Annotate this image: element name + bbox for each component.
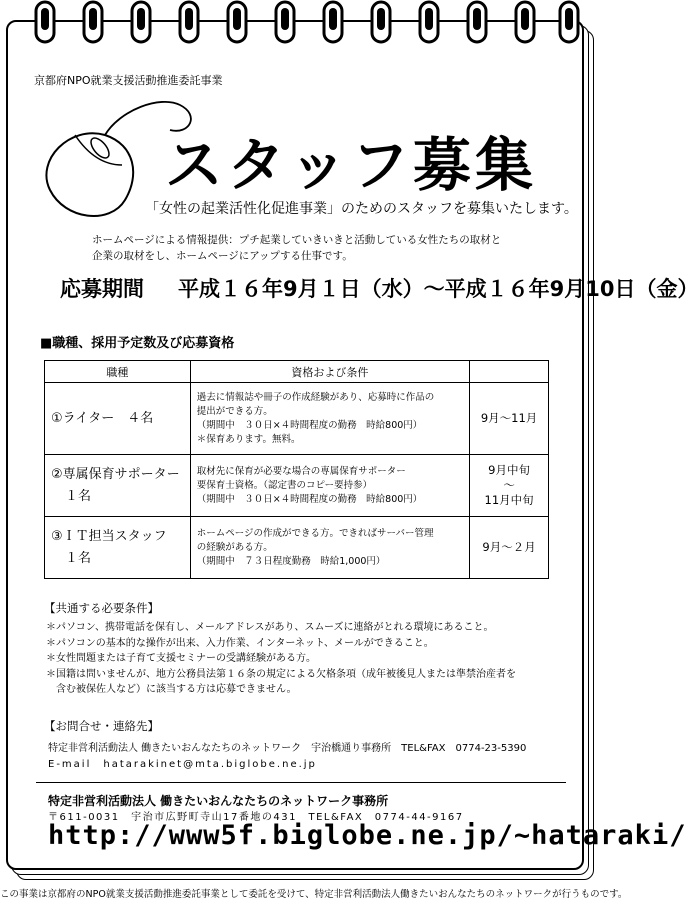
list-item: ＊パソコンの基本的な操作が出来、入力作業、インターネット、メールができること。 — [46, 637, 434, 649]
spiral-ring-icon — [318, 0, 348, 44]
job-name-childcare-supporter — [45, 455, 191, 517]
job-conditions — [190, 383, 469, 455]
condition-line: 要保育士資格。（認定書のコピー要持参） — [196, 479, 373, 491]
footer-note: この事業は京都府のNPO就業支援活動推進委託事業として委託を受けて、特定非営利活動法人働きたいおんなたちのネットワークが行うものです。 — [0, 889, 628, 900]
condition-line: 提出ができる方。 — [196, 405, 273, 417]
column-header-job: 職種 — [45, 361, 191, 383]
spiral-ring-icon — [30, 0, 60, 44]
job-count: １名 — [65, 488, 92, 504]
divider — [36, 782, 566, 783]
spiral-ring-icon — [174, 0, 204, 44]
spiral-ring-icon — [554, 0, 584, 44]
application-period — [60, 273, 698, 303]
job-count: １名 — [65, 550, 92, 566]
list-item: 含む被保佐人など）に該当する方は応募できません。 — [46, 684, 297, 695]
table-header-row — [45, 361, 549, 383]
job-name-writer: ①ライター ４名 — [45, 383, 191, 455]
spiral-ring-icon — [222, 0, 252, 44]
term-line: ～ — [503, 478, 515, 492]
job-conditions — [190, 455, 469, 517]
footer-address: 〒611-0031 宇治市広野町寺山17番地の431 TEL&FAX 0774-44-9167 — [48, 812, 464, 823]
organizer-text: 京都府NPO就業支援活動推進委託事業 — [34, 74, 223, 87]
column-header-conditions: 資格および条件 — [190, 361, 469, 383]
spiral-ring-icon — [414, 0, 444, 44]
condition-line: 取材先に保育が必要な場合の専属保育サポーター — [196, 465, 406, 477]
contact-heading: 【お問合せ・連絡先】 — [44, 719, 159, 733]
job-term — [470, 455, 549, 517]
table-row — [45, 383, 549, 455]
job-description — [92, 232, 552, 264]
description-line: ホームページによる情報提供：プチ起業していきいきと活動している女性たちの取材と — [92, 234, 502, 246]
condition-line: の経験がある方。 — [196, 541, 273, 553]
condition-line: 過去に情報誌や冊子の作成経験があり、応募時に作品の — [196, 391, 435, 403]
job-name-it-staff — [45, 517, 191, 579]
table-row — [45, 455, 549, 517]
condition-line: ＊保育あります。無料。 — [196, 433, 301, 445]
spiral-ring-icon — [366, 0, 396, 44]
condition-line: （期間中 ７３日程度勤務 時給1,000円） — [196, 555, 386, 567]
description-line: 企業の取材をし、ホームページにアップする仕事です。 — [92, 250, 353, 262]
jobs-table — [44, 360, 549, 579]
term-line: 9月中旬 — [488, 463, 530, 477]
spiral-ring-icon — [462, 0, 492, 44]
job-conditions — [190, 517, 469, 579]
common-requirements-heading: 【共通する必要条件】 — [44, 601, 159, 615]
term-line: 11月中旬 — [484, 493, 534, 507]
job-term: 9月～11月 — [470, 383, 549, 455]
footer-organization: 特定非営利活動法人 働きたいおんなたちのネットワーク事務所 — [48, 794, 389, 808]
spiral-ring-icon — [510, 0, 540, 44]
job-term: 9月～２月 — [470, 517, 549, 579]
condition-line: （期間中 ３０日×４時間程度の勤務 時給800円） — [196, 419, 423, 431]
common-requirements-list — [46, 620, 566, 698]
contact-email[interactable]: E-mail hatarakinet@mta.biglobe.ne.jp — [48, 759, 317, 770]
spiral-ring-icon — [78, 0, 108, 44]
period-label: 応募期間 — [60, 277, 144, 301]
jobs-section-heading: ■職種、採用予定数及び応募資格 — [40, 336, 235, 351]
spiral-binding — [0, 0, 600, 60]
job-name-line: ②専属保育サポーター — [51, 466, 180, 482]
page-title: スタッフ募集 — [165, 131, 538, 199]
condition-line: ホームページの作成ができる方。できればサーバー管理 — [196, 527, 434, 539]
website-url-link[interactable]: http://www5f.biglobe.ne.jp/~hataraki/ — [48, 820, 687, 851]
column-header-term — [470, 361, 549, 383]
spiral-ring-icon — [270, 0, 300, 44]
page-subtitle: 「女性の起業活性化促進事業」のためのスタッフを募集いたします。 — [145, 201, 578, 217]
spiral-ring-icon — [126, 0, 156, 44]
contact-office: 特定非営利活動法人 働きたいおんなたちのネットワーク 宇治橋通り事務所 TEL&FAX 0774-23-5390 — [48, 743, 527, 754]
table-row — [45, 517, 549, 579]
list-item: ＊女性問題または子育て支援セミナーの受講経験がある方。 — [46, 653, 316, 664]
list-item: ＊国籍は問いませんが、地方公務員法第１６条の規定による欠格条項（成年被後見人または準禁治産者を — [46, 668, 516, 680]
period-value: 平成１６年9月１日（水）～平成１６年9月10日（金） — [178, 277, 698, 301]
job-name-line: ③ＩＴ担当スタッフ — [51, 528, 167, 544]
list-item: ＊パソコン、携帯電話を保有し、メールアドレスがあり、スムーズに連絡がとれる環境にあること。 — [46, 622, 494, 633]
condition-line: （期間中 ３０日×４時間程度の勤務 時給800円） — [196, 493, 423, 505]
